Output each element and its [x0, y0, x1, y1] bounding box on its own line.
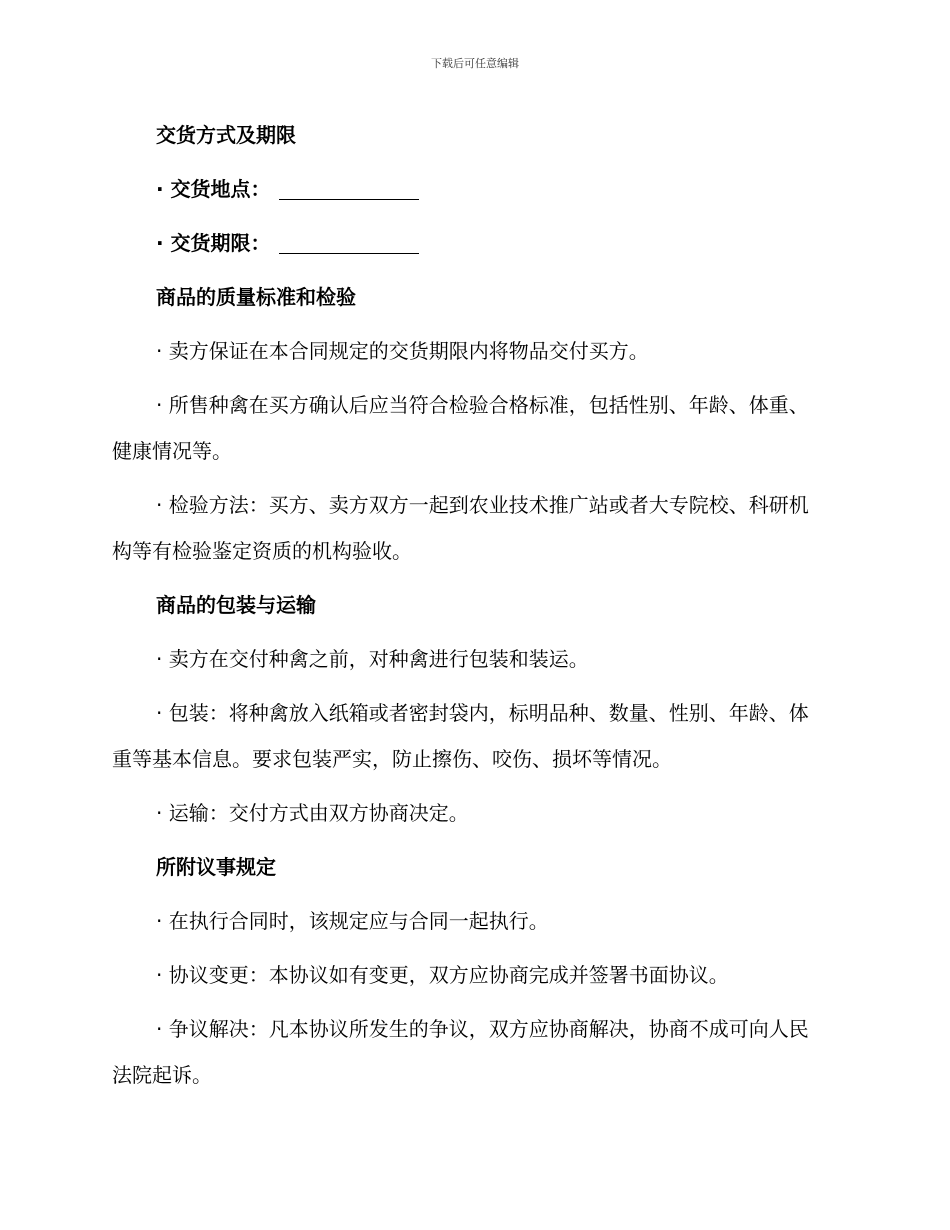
section-heading-packaging: 商品的包装与运输 [156, 593, 316, 617]
paragraph: · 卖方保证在本合同规定的交货期限内将物品交付买方。 [156, 339, 649, 363]
paragraph: · 检验方法：买方、卖方双方一起到农业技术推广站或者大专院校、科研机构等有检验鉴定资质的机构验收。 [112, 493, 809, 563]
section-heading-delivery: 交货方式及期限 [156, 123, 296, 147]
paragraph: · 运输：交付方式由双方协商决定。 [156, 801, 469, 825]
paragraph: · 争议解决：凡本协议所发生的争议，双方应协商解决，协商不成可向人民法院起诉。 [112, 1017, 809, 1087]
field-delivery-location [112, 166, 824, 212]
field-label: · 交货地点： [156, 177, 271, 201]
page-header-note: 下载后可任意编辑 [431, 57, 519, 70]
field-label: · 交货期限： [156, 231, 271, 255]
paragraph: · 所售种禽在买方确认后应当符合检验合格标准，包括性别、年龄、体重、健康情况等。 [112, 393, 809, 463]
paragraph: · 协议变更：本协议如有变更，双方应协商完成并签署书面协议。 [156, 963, 729, 987]
fill-in-blank[interactable] [279, 252, 419, 254]
paragraph: · 卖方在交付种禽之前，对种禽进行包装和装运。 [156, 647, 589, 671]
fill-in-blank[interactable] [279, 198, 419, 200]
section-heading-quality: 商品的质量标准和检验 [156, 285, 356, 309]
paragraph: · 包装：将种禽放入纸箱或者密封袋内，标明品种、数量、性别、年龄、体重等基本信息。要求包装严实，防止擦伤、咬伤、损坏等情况。 [112, 701, 809, 771]
paragraph: · 在执行合同时，该规定应与合同一起执行。 [156, 909, 549, 933]
document-body [112, 112, 824, 1106]
field-delivery-deadline [112, 220, 824, 266]
section-heading-rules: 所附议事规定 [156, 855, 276, 879]
